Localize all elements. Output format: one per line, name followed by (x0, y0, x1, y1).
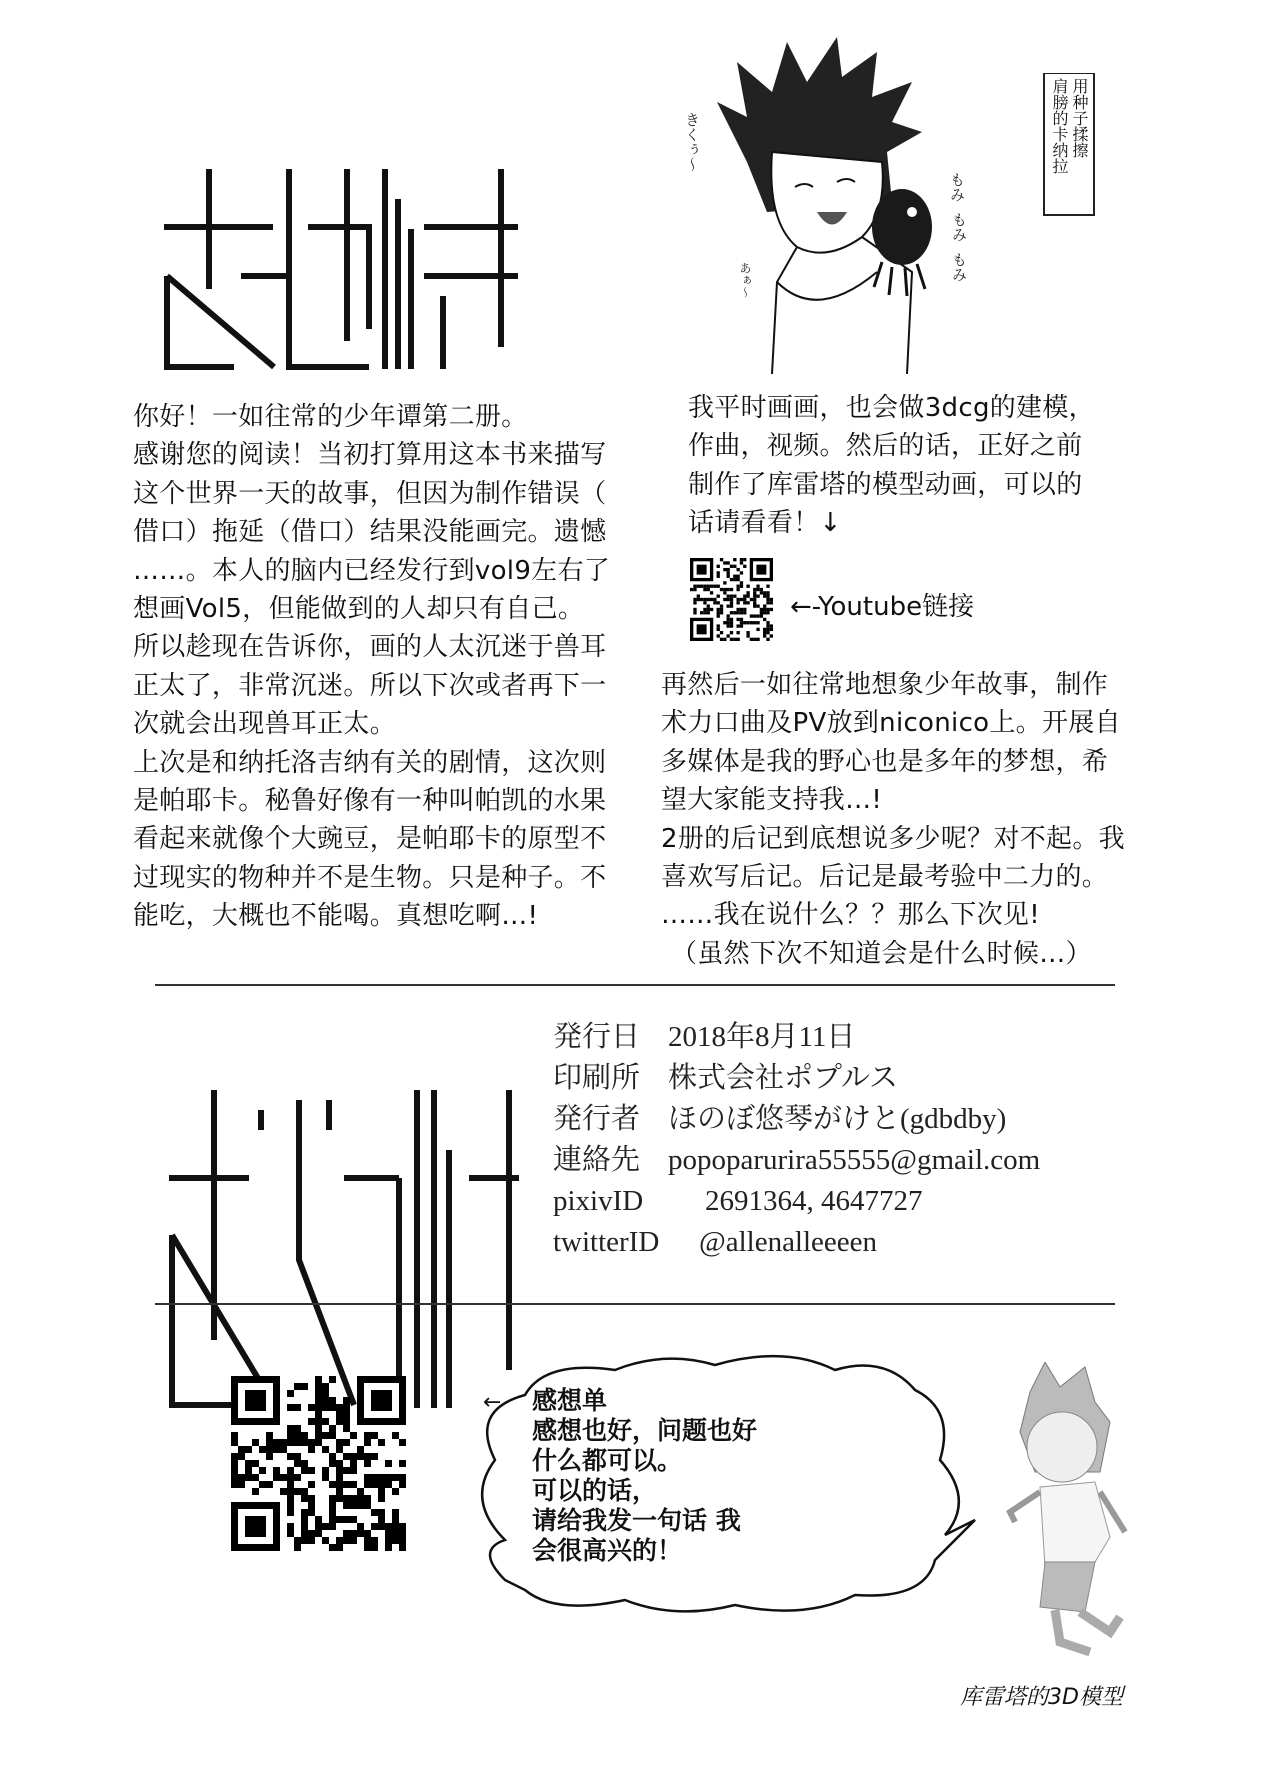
text-line: 次就会出现兽耳正太。 (133, 709, 397, 740)
info-label: 連絡先 (553, 1144, 641, 1176)
text-line: 作曲，视频。然后的话，正好之前 (688, 431, 1083, 462)
model-caption: 库雷塔的3D模型 (960, 1685, 1123, 1710)
text-line: 再然后一如往常地想象少年故事，制作 (661, 670, 1109, 700)
divider-bottom (155, 1303, 1115, 1305)
text-line: 术力口曲及PV放到niconico上。开展自 (661, 708, 1121, 739)
info-row-printer (553, 1058, 898, 1099)
youtube-link-label: ←-Youtube链接 (790, 592, 975, 622)
text-line: 望大家能支持我…! (661, 785, 883, 816)
character-illustration (677, 22, 1017, 374)
afterword-left-column (133, 398, 610, 936)
feedback-arrow: ← (483, 1390, 502, 1415)
divider-top (155, 984, 1115, 986)
text-line: 你好！一如往常的少年谭第二册。 (133, 402, 528, 432)
3d-model-character (1000, 1362, 1130, 1657)
text-line: 能吃，大概也不能喝。真想吃啊…! (133, 901, 539, 932)
info-row-date (553, 1017, 856, 1058)
info-label: 発行者 (553, 1103, 641, 1135)
sfx-aa: あぁ〜 (738, 262, 752, 298)
text-line: （虽然下次不知道会是什么时候…） (671, 938, 1092, 969)
text-line: 想画Vol5，但能做到的人却只有自己。 (133, 594, 585, 625)
text-line: ……我在说什么？？那么下次见! (661, 900, 1040, 931)
colophon-info (553, 1017, 1041, 1263)
text-line: 制作了库雷塔的模型动画，可以的 (688, 469, 1083, 500)
afterword-right-top (688, 389, 1095, 543)
text-line: 喜欢写后记。后记是最考验中二力的。 (661, 862, 1109, 893)
afterword-right-bottom (661, 666, 1125, 973)
info-row-publisher (553, 1099, 1007, 1140)
text-line: 所以趁现在告诉你，画的人太沉迷于兽耳 (133, 632, 607, 663)
info-label: 発行日 (553, 1021, 641, 1053)
text-line: 是帕耶卡。秘鲁好像有一种叫帕凯的水果 (133, 786, 607, 817)
info-value: 2691364, 4647727 (705, 1185, 923, 1217)
text-line: 正太了，非常沉迷。所以下次或者再下一 (133, 670, 607, 701)
sfx-momi-3: もみ (950, 252, 968, 282)
text-line: 我平时画画，也会做3dcg的建模， (688, 393, 1095, 423)
text-line: 这个世界一天的故事，但因为制作错误（ (133, 478, 607, 509)
text-line: ……。本人的脑内已经发行到vol9左右了 (133, 555, 611, 586)
text-line: 看起来就像个大豌豆，是帕耶卡的原型不 (133, 824, 607, 855)
info-row-pixiv (553, 1181, 923, 1222)
illustration-caption-box (1043, 73, 1095, 216)
feedback-line: 什么都可以。 (532, 1446, 683, 1475)
text-line: 多媒体是我的野心也是多年的梦想，希 (661, 746, 1109, 777)
feedback-message (532, 1386, 757, 1566)
info-label: pixivID (553, 1185, 644, 1217)
feedback-line: 感想单 (532, 1386, 608, 1415)
feedback-qr-code[interactable] (231, 1376, 406, 1551)
feedback-line: 会很高兴的！ (532, 1536, 683, 1565)
info-label: 印刷所 (553, 1062, 641, 1094)
feedback-line: 请给我发一句话 我 (532, 1506, 741, 1535)
info-value: @allenalleeeen (699, 1226, 878, 1258)
text-line: 借口）拖延（借口）结果没能画完。遗憾 (133, 517, 607, 548)
sfx-kikuu: きくぅ〜 (683, 112, 701, 172)
info-row-contact (553, 1140, 1041, 1181)
feedback-line: 可以的话， (532, 1476, 658, 1505)
sfx-momi-1: もみ (948, 172, 966, 202)
text-line: 2册的后记到底想说多少呢？对不起。我 (661, 823, 1125, 854)
contact-email[interactable]: popoparurira55555@gmail.com (668, 1144, 1041, 1176)
info-value: 株式会社ポプルス (668, 1062, 898, 1094)
caption-col-2: 肩膀的卡纳拉 (1050, 78, 1069, 174)
text-line: 上次是和纳托洛吉纳有关的剧情，这次则 (133, 747, 607, 778)
info-row-twitter (553, 1222, 878, 1263)
youtube-qr-code[interactable] (690, 558, 773, 641)
feedback-line: 感想也好，问题也好 (532, 1416, 758, 1445)
afterword-logo (164, 169, 520, 371)
info-label: twitterID (553, 1226, 660, 1258)
text-line: 话请看看！↓ (688, 508, 842, 539)
sfx-momi-2: もみ (950, 212, 968, 242)
info-value: ほのぼ悠琴がけと(gdbdby) (668, 1103, 1007, 1135)
text-line: 过现实的物种并不是生物。只是种子。不 (133, 862, 607, 893)
text-line: 感谢您的阅读！当初打算用这本书来描写 (133, 440, 607, 471)
info-value: 2018年8月11日 (668, 1021, 856, 1053)
caption-col-1: 用种子揉擦 (1070, 78, 1089, 158)
